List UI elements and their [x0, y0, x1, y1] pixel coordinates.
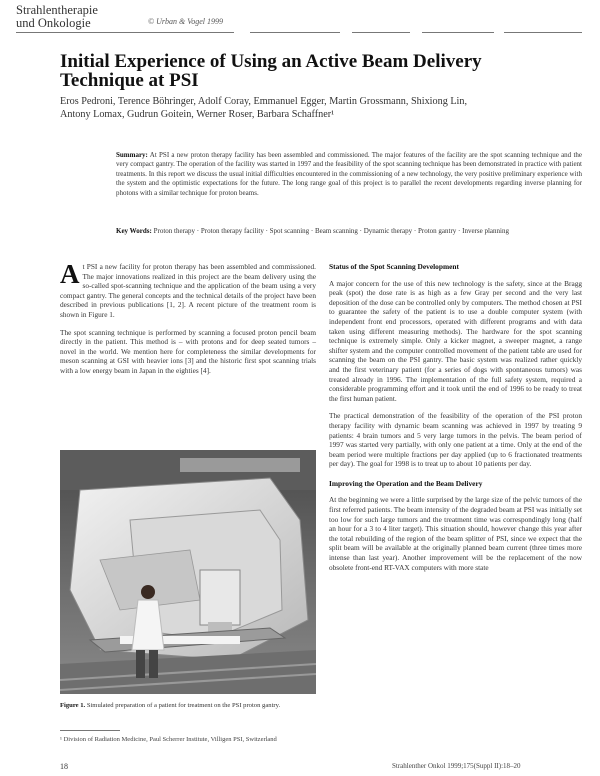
header-rule-mid3: [422, 32, 494, 33]
header-rule-mid2: [352, 32, 410, 33]
keywords-text: Proton therapy · Proton therapy facility · Spot scanning · Beam scanning · Dynamic therapy · Proton gantry · Inverse planning: [153, 227, 509, 235]
article-title: [60, 52, 580, 90]
page-number: 18: [60, 762, 68, 771]
publisher-note: © Urban & Vogel 1999: [148, 17, 223, 26]
left-column: [60, 259, 316, 384]
section-heading-status: Status of the Spot Scanning Development: [329, 262, 459, 271]
section-heading-improving: Improving the Operation and the Beam Delivery: [329, 478, 483, 488]
article-title-line2: Technique at PSI: [60, 70, 199, 91]
affiliation-footnote: ¹ Division of Radiation Medicine, Paul Scherrer Institute, Villigen PSI, Switzerland: [60, 736, 277, 743]
journal-name: [16, 4, 98, 30]
intro-paragraph: [60, 259, 316, 320]
drop-cap: A: [60, 259, 80, 289]
figure-caption: [60, 702, 316, 711]
journal-name-line2: und Onkologie: [16, 16, 91, 30]
improving-paragraph-1: At the beginning we were a little surprised by the large size of the pelvic tumors of the first referred patients. The beam intensity of the degraded beam at PSI was initially set too low for such large tumors and the treatment time was correspondingly long (half an hour for a 3 to 4 liter target). This situation should, however change this year after the total rebuilding of the region of the beam splitter of PSI, since we expect that the split beam will be available at the originally planned beam current (three times more intense than last year). Another improvement will be the replacement of the now obsolete front-end RT-VAX computers with more state: [329, 495, 582, 572]
article-title-line1: Initial Experience of Using an Active Beam Delivery: [60, 51, 482, 72]
keywords: [116, 227, 582, 236]
abstract-text: At PSI a new proton therapy facility has been assembled and commissioned. The major features of the facility are the spot scanning technique and the very compact gantry. The operation of the facility was started in 1997 and the feasibility of the spot scanning technique has been demonstrated in practice with patient treatments. In this report we discuss the usual initial difficulties encountered in the commissioning of a new technology, the very positive preliminary experience with the system and the optimistic expectations for the future. The long range goal of this project is to parallel the recent developments regarding inverse planning for photons with a similar technique for proton beams.: [116, 151, 582, 197]
status-paragraph-1: A major concern for the use of this new technology is the safety, since at the Bragg peak (spot) the dose rate is as high as a few Gray per second and the very last deposition of the dose can be controlled only by computers. The method chosen at PSI to guarantee the safety of the patient is to use a double computer system (with independent front end processors, operated with different programs and with data taken using different measuring methods). The hardware for the spot scanning technique is extremely simple. Only a kicker magnet, a sweeper magnet, a range shifter system and the computer controlled movement of the patient table are used for scanning the beam on the PSI gantry. The basic system was realized rather quickly and the first veterinary patient (for a series of dogs with spontaneous tumors) was treated already in 1996. The implementation of the full safety system, required a considerable programming effort and it took until the end of 1996 to be ready to treat the first human patient.: [329, 278, 582, 403]
figure-caption-text: Simulated preparation of a patient for treatment on the PSI proton gantry.: [86, 702, 281, 709]
gantry-photo-illustration: [60, 450, 316, 694]
author-list-line1: Eros Pedroni, Terence Böhringer, Adolf Coray, Emmanuel Egger, Martin Grossmann, Shixiong Lin,: [60, 96, 468, 107]
keywords-label: Key Words:: [116, 227, 152, 235]
journal-citation: Strahlenther Onkol 1999;175(Suppl II):18–20: [392, 762, 521, 770]
footnote-rule: [60, 730, 120, 731]
header-rule-mid: [250, 32, 340, 33]
intro-text: t PSI a new facility for proton therapy has been assembled and commissioned. The major innovations realized in this project are the beam delivery using the so-called spot-scanning technique and the application of the beam using a very compact gantry. The general concepts and the technical details of the project have been described in previous publications [1, 2]. A recent picture of the treatment room is shown in Figure 1.: [60, 262, 316, 319]
abstract: [116, 151, 582, 198]
right-column: [329, 262, 582, 580]
header-rule-left: [16, 32, 234, 33]
header-rule-right: [504, 32, 582, 33]
figure-label: Figure 1.: [60, 702, 86, 709]
author-list-line2: Antony Lomax, Gudrun Goitein, Werner Roser, Barbara Schaffner¹: [60, 108, 335, 120]
spot-scanning-paragraph: The spot scanning technique is performed by scanning a focused proton pencil beam directly in the patient. This method is – with protons and for deep seated tumors – novel in the world. We mention here for completeness the similar developments for meson scanning at GSI with heavier ions [3] and the historic first spot scanning trials with a low energy beam in Japan in the eighties [4].: [60, 327, 316, 375]
author-list: [60, 96, 580, 121]
journal-name-line1: Strahlentherapie: [16, 3, 98, 17]
abstract-label: Summary:: [116, 151, 148, 159]
status-paragraph-2: The practical demonstration of the feasibility of the operation of the PSI proton therapy facility with dynamic beam scanning was achieved in 1997 by treating 9 patients: 4 brain tumors and 5 very large tumors in the pelvis. The beam period of 1997 was started very partially, with only one patient at a time. Only at the end of the beam period were multiple fractions per day applied (up to 6 fractionated treatments per day). The goal for 1998 is to treat up to about 10 patients per day.: [329, 411, 582, 469]
figure-1-photo: [60, 450, 316, 694]
